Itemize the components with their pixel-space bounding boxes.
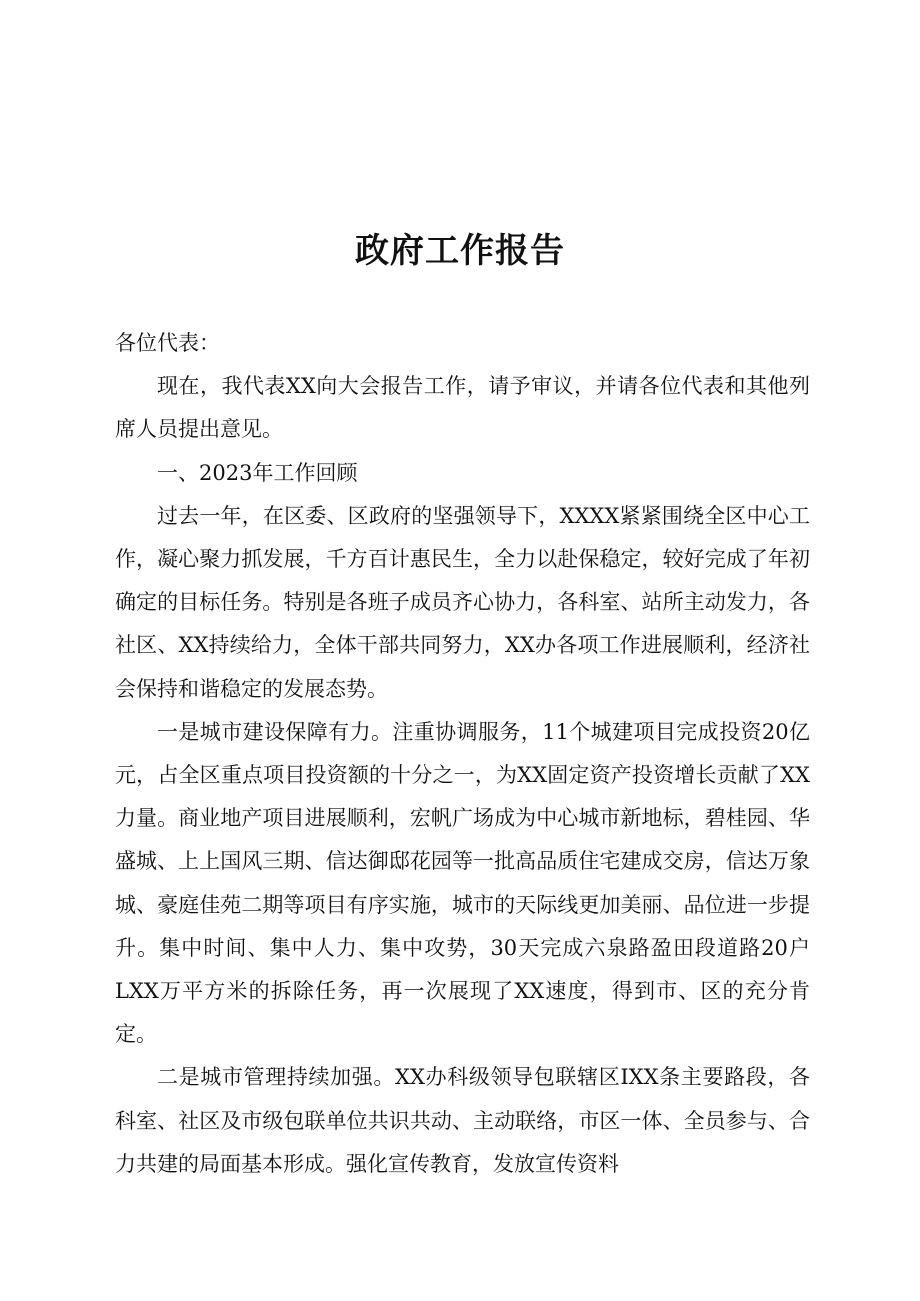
- paragraph-overview: 过去一年，在区委、区政府的坚强领导下，XXXX紧紧围绕全区中心工作，凝心聚力抓发展，千方百计惠民生，全力以赴保稳定，较好完成了年初确定的目标任务。特别是各班子成员齐心协力，各科室、站所主动发力，各社区、XX持续给力，全体干部共同努力，XX办各项工作进展顺利，经济社会保持和谐稳定的发展态势。: [115, 503, 810, 701]
- section-heading: 一、2023年工作回顾: [157, 460, 358, 485]
- paragraph-urban-management: 二是城市管理持续加强。XX办科级领导包联辖区IXX条主要路段，各科室、社区及市级包联单位共识共动、主动联络，市区一体、全员参与、合力共建的局面基本形成。强化宣传教育，发放宣传资料: [115, 1065, 810, 1176]
- salutation: 各位代表：: [115, 331, 220, 355]
- document-body: [115, 322, 810, 1186]
- paragraph-urban-construction: 一是城市建设保障有力。注重协调服务，11个城建项目完成投资20亿元，占全区重点项目投资额的十分之一，为XX固定资产投资增长贡献了XX力量。商业地产项目进展顺利，宏帆广场成为中心城市新地标，碧桂园、华盛城、上上国风三期、信达御邸花园等一批高品质住宅建成交房，信达万象城、豪庭佳苑二期等项目有序实施，城市的天际线更加美丽、品位进一步提升。集中时间、集中人力、集中攻势，30天完成六泉路盈田段道路20户LXX万平方米的拆除任务，再一次展现了XX速度，得到市、区的充分肯定。: [115, 719, 810, 1047]
- document-title: 政府工作报告: [355, 231, 565, 271]
- paragraph-intro: 现在，我代表XX向大会报告工作，请予审议，并请各位代表和其他列席人员提出意见。: [115, 374, 810, 442]
